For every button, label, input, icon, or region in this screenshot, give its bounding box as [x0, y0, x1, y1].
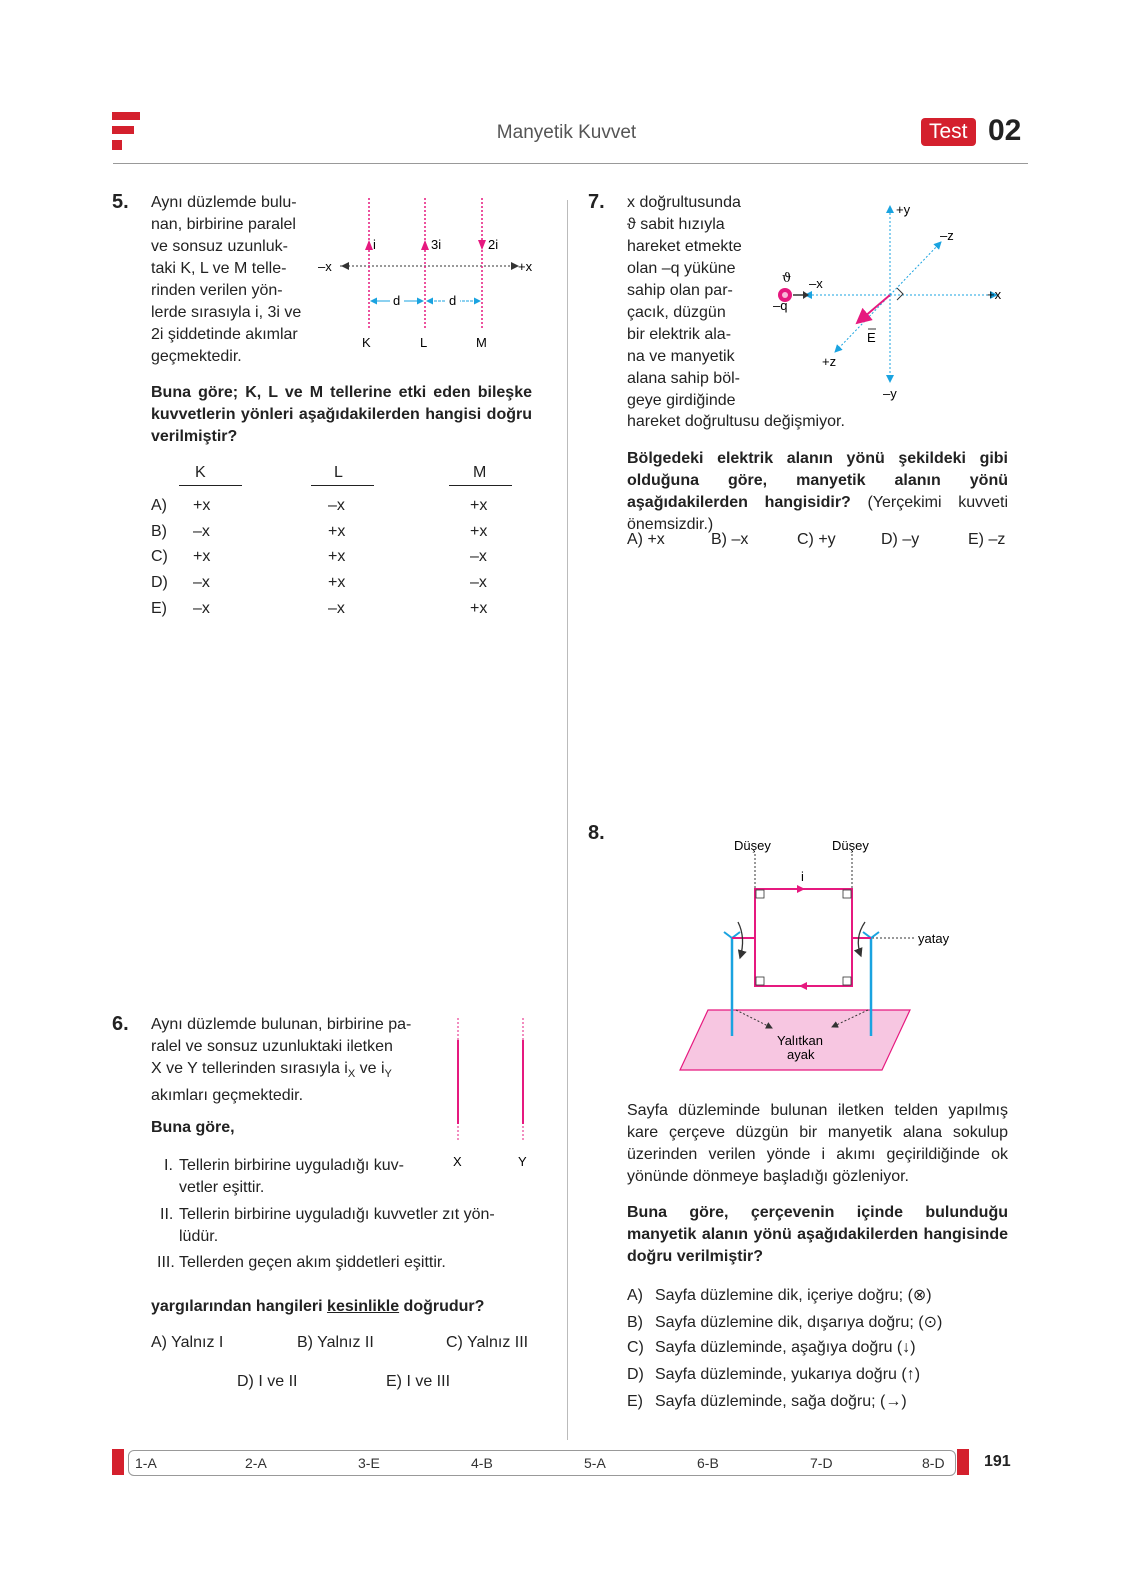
option-letter: D)	[627, 1366, 644, 1383]
option-m: +x	[470, 497, 488, 514]
q6-statement-1	[179, 1155, 429, 1199]
q6-number: 6.	[112, 1013, 129, 1035]
answer-6: 6-B	[697, 1455, 719, 1471]
right-angle-mark	[897, 288, 903, 300]
answer-3: 3-E	[358, 1455, 380, 1471]
q7-line: ϑ sabit hızıyla	[627, 216, 725, 233]
neg-z-label: –z	[940, 228, 954, 243]
option-l: +x	[328, 574, 346, 591]
horizontal-label: yatay	[918, 931, 950, 946]
q7-line: bir elektrik ala-	[627, 326, 732, 343]
pos-z-axis	[835, 295, 890, 352]
q7-option-b[interactable]: B) –x	[711, 531, 749, 548]
q7-option-d[interactable]: D) –y	[881, 531, 920, 548]
q5-line: lerde sırasıyla i, 3i ve	[151, 304, 302, 321]
option-letter: B)	[627, 1314, 643, 1331]
text: yargılarından hangileri	[151, 1298, 328, 1315]
q6-question	[151, 1296, 484, 1318]
question-bold: Bölgedeki elektrik alanın yönü şekildeki gibi olduğuna göre, manyetik alanın yönü aşağıdakilerden hangisidir?	[627, 450, 1008, 511]
text: X ve Y tellerinden sırasıyla i	[151, 1060, 348, 1077]
answer-4: 4-B	[471, 1455, 493, 1471]
q8-option-c[interactable]	[627, 1339, 916, 1357]
q6-line	[151, 1058, 429, 1085]
right-angle-mark	[756, 977, 764, 985]
option-text: Sayfa düzlemine dik, dışarıya doğru; (⊙)	[655, 1314, 943, 1331]
wire-l-label: L	[420, 335, 428, 350]
test-number: 02	[988, 114, 1022, 147]
current-l-label: 3i	[431, 237, 442, 252]
q5-question: Buna göre; K, L ve M tellerine etki eden bileşke kuvvetlerin yönleri aşağıdakilerden hangisi doğru verilmiştir?	[151, 384, 532, 445]
option-l: –x	[328, 497, 345, 514]
charge-label: –q	[773, 298, 788, 313]
option-text: Sayfa düzleminde, sağa doğru; (→)	[655, 1393, 907, 1410]
pos-x-label: +x	[987, 287, 1002, 302]
wire-y-label: Y	[518, 1154, 527, 1169]
right-angle-mark	[843, 890, 851, 898]
option-m: +x	[470, 600, 488, 617]
q6-statement-2	[179, 1204, 532, 1248]
neg-x-label: –x	[318, 259, 332, 274]
option-text: Sayfa düzleminde, aşağıya doğru (↓)	[655, 1339, 916, 1356]
arrow-down-icon	[478, 240, 486, 250]
wire-k-label: K	[362, 335, 371, 350]
q5-line: nan, birbirine paralel	[151, 216, 296, 233]
e-field-label: E	[867, 330, 876, 345]
current-label: i	[801, 869, 804, 884]
q5-wire-figure	[318, 190, 540, 355]
subscript: Y	[384, 1068, 392, 1081]
header-underline	[179, 485, 242, 486]
q7-last-line: hareket doğrultusu değişmiyor.	[627, 413, 845, 430]
square-frame	[755, 889, 852, 986]
option-letter: E)	[151, 600, 167, 617]
q6-buna-gore: Buna göre,	[151, 1119, 235, 1136]
insulator-label: Yalıtkan	[777, 1033, 824, 1048]
q6-line: Aynı düzlemde bulunan, birbirine pa-	[151, 1016, 412, 1033]
q8-option-b[interactable]	[627, 1312, 942, 1332]
right-angle-mark	[843, 977, 851, 985]
test-badge: Test	[921, 118, 976, 146]
option-letter: C)	[151, 548, 168, 565]
q6-intro	[151, 1014, 429, 1107]
neg-y-label: –y	[883, 386, 897, 401]
q8-option-a[interactable]	[627, 1285, 932, 1305]
option-letter: A)	[151, 497, 167, 514]
q6-statement-3-num: III.	[157, 1254, 175, 1271]
arrow-up-icon	[421, 240, 429, 250]
option-k: –x	[193, 523, 210, 540]
q7-line: x doğrultusunda	[627, 194, 741, 211]
q5-header-m: M	[473, 464, 487, 481]
arrow-up-icon	[365, 240, 373, 250]
electric-field-vector	[857, 295, 890, 323]
right-angle-mark	[756, 890, 764, 898]
current-m-label: 2i	[488, 237, 499, 252]
page-number: 191	[984, 1453, 1011, 1470]
current-k-label: i	[373, 237, 376, 252]
current-arrow-right-icon	[797, 885, 805, 893]
q5-header-l: L	[334, 464, 343, 481]
q7-option-a[interactable]: A) +x	[627, 531, 665, 548]
vertical-label-left: Düşey	[734, 838, 771, 853]
q7-line: hareket etmekte	[627, 238, 742, 255]
neg-z-axis	[890, 242, 941, 295]
q7-option-c[interactable]: C) +y	[797, 531, 836, 548]
option-k: +x	[193, 548, 211, 565]
option-text: Sayfa düzlemine dik, içeriye doğru; (⊗)	[655, 1287, 932, 1304]
answer-8: 8-D	[922, 1455, 945, 1471]
header-underline	[449, 485, 512, 486]
option-l: –x	[328, 600, 345, 617]
option-letter: E)	[627, 1393, 643, 1410]
q5-line: rinden verilen yön-	[151, 282, 283, 299]
option-text: Sayfa düzleminde, yukarıya doğru (↑)	[655, 1366, 921, 1383]
q8-frame-figure	[672, 834, 962, 1074]
vertical-label-right: Düşey	[832, 838, 869, 853]
q6-option-e[interactable]: E) I ve III	[386, 1373, 451, 1390]
q7-question	[627, 448, 1008, 536]
option-k: –x	[193, 600, 210, 617]
q7-line: geye girdiğinde	[627, 392, 736, 409]
q5-intro	[151, 192, 313, 368]
text: ve i	[355, 1060, 385, 1077]
q6-statement-1-num: I.	[164, 1157, 173, 1174]
option-l: +x	[328, 548, 346, 565]
q8-option-d[interactable]	[627, 1366, 920, 1384]
subscript: X	[347, 1068, 356, 1081]
q8-question: Buna göre, çerçevenin içinde bulunduğu manyetik alanın yönü aşağıdakilerden hangisinde doğru verilmiştir?	[627, 1204, 1008, 1265]
text: doğrudur?	[399, 1298, 485, 1315]
q6-line: ralel ve sonsuz uzunluktaki iletken	[151, 1038, 393, 1055]
option-k: +x	[193, 497, 211, 514]
q7-line: alana sahip böl-	[627, 370, 740, 387]
statement-line: Tellerin birbirine uyguladığı kuvvetler zıt yön-	[179, 1206, 495, 1223]
option-letter: D)	[151, 574, 168, 591]
q7-number: 7.	[588, 191, 605, 213]
rotation-arrow-left-icon	[738, 922, 743, 958]
q7-intro	[627, 192, 752, 412]
q7-line: çacık, düzgün	[627, 304, 726, 321]
header-underline	[311, 485, 374, 486]
footer-left-mark	[112, 1449, 124, 1475]
q6-option-b[interactable]: B) Yalnız II	[297, 1334, 374, 1351]
option-m: –x	[470, 548, 487, 565]
option-letter: A)	[627, 1287, 643, 1304]
q5-line: ve sonsuz uzunluk-	[151, 238, 288, 255]
answer-5: 5-A	[584, 1455, 606, 1471]
q7-line: sahip olan par-	[627, 282, 733, 299]
q7-axes-figure	[765, 196, 1015, 406]
q6-statement-2-num: II.	[160, 1206, 174, 1223]
answer-7: 7-D	[810, 1455, 833, 1471]
q7-option-e[interactable]: E) –z	[968, 531, 1006, 548]
q8-number: 8.	[588, 822, 605, 844]
q5-number: 5.	[112, 191, 129, 213]
foot-label: ayak	[787, 1047, 815, 1062]
q8-text: Sayfa düzleminde bulunan iletken telden yapılmış kare çerçeve düzgün bir manyetik alana sokulup üzerinden verilen yönde i akımı geçirildiğinde ok yönünde dönmeye başladığı gözleniyor.	[627, 1102, 1008, 1185]
option-letter: C)	[627, 1339, 644, 1356]
q5-header-k: K	[195, 464, 206, 481]
neg-x-label: –x	[809, 276, 823, 291]
answer-2: 2-A	[245, 1455, 267, 1471]
statement-line: vetler eşittir.	[179, 1179, 265, 1196]
q7-line: olan –q yüküne	[627, 260, 736, 277]
q6-option-d[interactable]: D) I ve II	[237, 1373, 298, 1390]
q5-line: Aynı düzlemde bulu-	[151, 194, 297, 211]
question-note: (Yerçekimi kuvveti önemsizdir.)	[627, 494, 1009, 533]
wire-m-label: M	[476, 335, 487, 350]
q6-wire-figure	[440, 1012, 540, 1172]
footer-right-mark	[957, 1449, 969, 1475]
pos-y-label: +y	[896, 202, 911, 217]
pos-z-label: +z	[822, 354, 837, 369]
page-title: Manyetik Kuvvet	[496, 122, 637, 143]
underlined-text: kesinlikle	[327, 1298, 400, 1315]
arrow-right-icon	[803, 291, 809, 299]
answer-1: 1-A	[135, 1455, 157, 1471]
wire-x-label: X	[453, 1154, 462, 1169]
distance-label: d	[449, 293, 457, 308]
q8-option-e[interactable]	[627, 1393, 907, 1411]
statement-line: lüdür.	[179, 1228, 219, 1245]
q5-line: 2i şiddetinde akımlar	[151, 326, 298, 343]
distance-label: d	[393, 293, 401, 308]
option-m: –x	[470, 574, 487, 591]
q7-line: na ve manyetik	[627, 348, 735, 365]
q5-line: geçmektedir.	[151, 348, 242, 365]
pos-x-label: +x	[518, 259, 533, 274]
column-divider	[567, 200, 568, 1440]
statement-line: Tellerin birbirine uyguladığı kuv-	[179, 1157, 404, 1174]
q6-statement-3: Tellerden geçen akım şiddetleri eşittir.	[179, 1254, 446, 1271]
option-letter: B)	[151, 523, 167, 540]
q6-line: akımları geçmektedir.	[151, 1087, 304, 1105]
q6-option-c[interactable]: C) Yalnız III	[446, 1334, 529, 1351]
option-m: +x	[470, 523, 488, 540]
option-l: +x	[328, 523, 346, 540]
velocity-label: ϑ	[782, 271, 792, 286]
q5-line: taki K, L ve M telle-	[151, 260, 287, 277]
option-k: –x	[193, 574, 210, 591]
q6-option-a[interactable]: A) Yalnız I	[151, 1334, 224, 1351]
header-divider	[113, 163, 1028, 164]
current-arrow-left-icon	[799, 982, 807, 990]
